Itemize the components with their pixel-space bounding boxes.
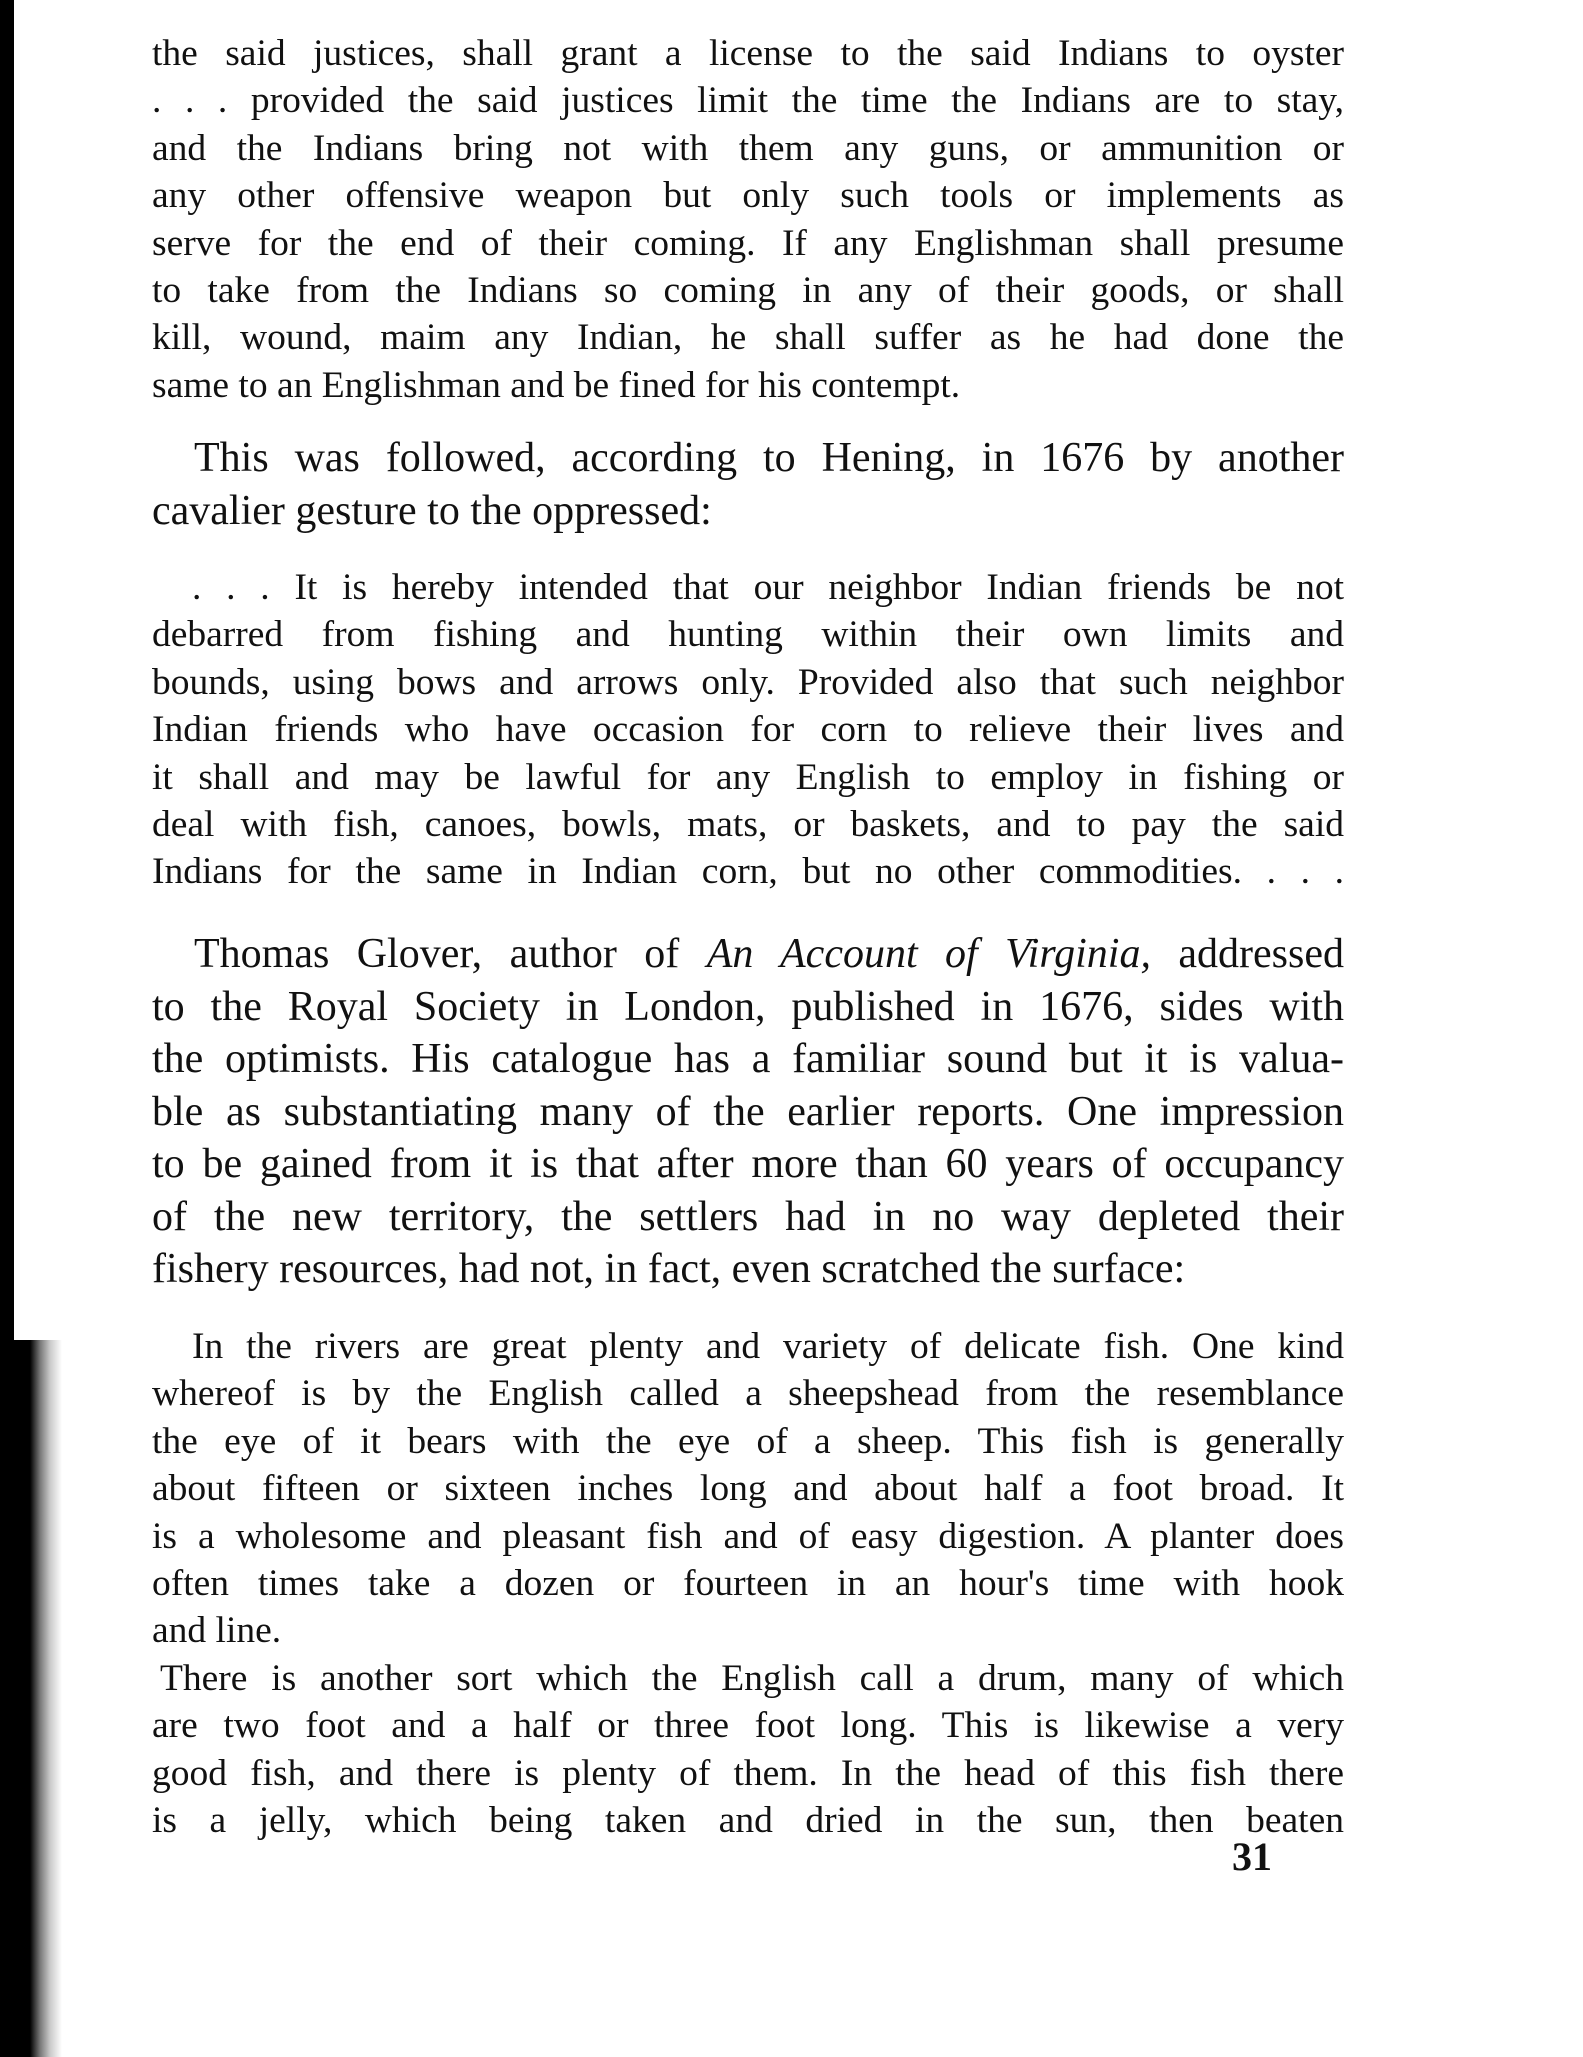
book-title: An Account of Virginia, bbox=[706, 931, 1151, 977]
text-line: and the Indians bring not with them any guns, or ammunition or bbox=[152, 127, 1344, 169]
text-line: cavalier gesture to the oppressed: bbox=[152, 487, 712, 534]
text-line: Indian friends who have occasion for corn to relieve their lives and bbox=[152, 709, 1344, 751]
text-line: the eye of it bears with the eye of a sheep. This fish is generally bbox=[152, 1420, 1344, 1462]
text-line: . . . provided the said justices limit the time the Indians are to stay, bbox=[152, 80, 1344, 122]
text-line: and line. bbox=[152, 1610, 282, 1652]
text-line: ble as substantiating many of the earlier reports. One impression bbox=[152, 1088, 1344, 1135]
text-run: addressed bbox=[1150, 931, 1344, 977]
text-line: serve for the end of their coming. If any Englishman shall presume bbox=[152, 222, 1344, 264]
text-line: good fish, and there is plenty of them. In the head of this fish there bbox=[152, 1752, 1344, 1794]
quote-paragraph-drum bbox=[152, 1655, 1344, 1845]
text-line: In the rivers are great plenty and variety of delicate fish. One kind bbox=[192, 1326, 1344, 1367]
text-line: This was followed, according to Hening, in 1676 by another bbox=[194, 435, 1344, 481]
text-line: kill, wound, maim any Indian, he shall suffer as he had done the bbox=[152, 317, 1344, 359]
text-line: it shall and may be lawful for any English to employ in fishing or bbox=[152, 756, 1344, 798]
text-line: to take from the Indians so coming in any of their goods, or shall bbox=[152, 269, 1344, 311]
text-line: to be gained from it is that after more than 60 years of occupancy bbox=[152, 1141, 1344, 1187]
text-line: same to an Englishman and be fined for his contempt. bbox=[152, 364, 961, 406]
text-line: the said justices, shall grant a license to the said Indians to oyster bbox=[152, 33, 1344, 74]
text-line: about fifteen or sixteen inches long and about half a foot broad. It bbox=[152, 1468, 1344, 1510]
text-line: is a wholesome and pleasant fish and of easy digestion. A planter does bbox=[152, 1515, 1344, 1557]
text-line: deal with fish, canoes, bowls, mats, or baskets, and to pay the said bbox=[152, 803, 1344, 845]
text-line: Indians for the same in Indian corn, but no other commodities. . . . bbox=[152, 851, 1344, 893]
body-paragraph-thomas-glover bbox=[152, 928, 1344, 1296]
text-line: of the new territory, the settlers had in no way depleted their bbox=[152, 1193, 1344, 1240]
text-line: bounds, using bows and arrows only. Provided also that such neighbor bbox=[152, 661, 1344, 703]
text-line: often times take a dozen or fourteen in an hour's time with hook bbox=[152, 1562, 1344, 1604]
quote-paragraph-neighbor-indians bbox=[152, 564, 1344, 896]
quote-paragraph-oyster-license bbox=[152, 30, 1344, 409]
body-paragraph-hening bbox=[152, 432, 1344, 537]
text-line bbox=[152, 928, 1344, 981]
text-line: . . . It is hereby intended that our neighbor Indian friends be not bbox=[192, 567, 1344, 608]
text-line: to the Royal Society in London, published in 1676, sides with bbox=[152, 983, 1344, 1030]
text-line: are two foot and a half or three foot long. This is likewise a very bbox=[152, 1705, 1344, 1747]
text-line: fishery resources, had not, in fact, even scratched the surface: bbox=[152, 1246, 1186, 1292]
text-line: any other offensive weapon but only such tools or implements as bbox=[152, 175, 1344, 217]
binding-shadow bbox=[0, 1340, 62, 2057]
text-line: debarred from fishing and hunting within their own limits and bbox=[152, 614, 1344, 656]
page-number: 31 bbox=[1232, 1834, 1272, 1879]
text-line: is a jelly, which being taken and dried in the sun, then beaten bbox=[152, 1800, 1344, 1842]
quote-paragraph-sheepshead bbox=[152, 1323, 1344, 1655]
text-line: the optimists. His catalogue has a familiar sound but it is valua- bbox=[152, 1036, 1344, 1082]
text-line: There is another sort which the English call a drum, many of which bbox=[160, 1658, 1344, 1699]
text-run: Thomas Glover, author of bbox=[194, 931, 707, 977]
text-line: whereof is by the English called a sheepshead from the resemblance bbox=[152, 1373, 1344, 1415]
